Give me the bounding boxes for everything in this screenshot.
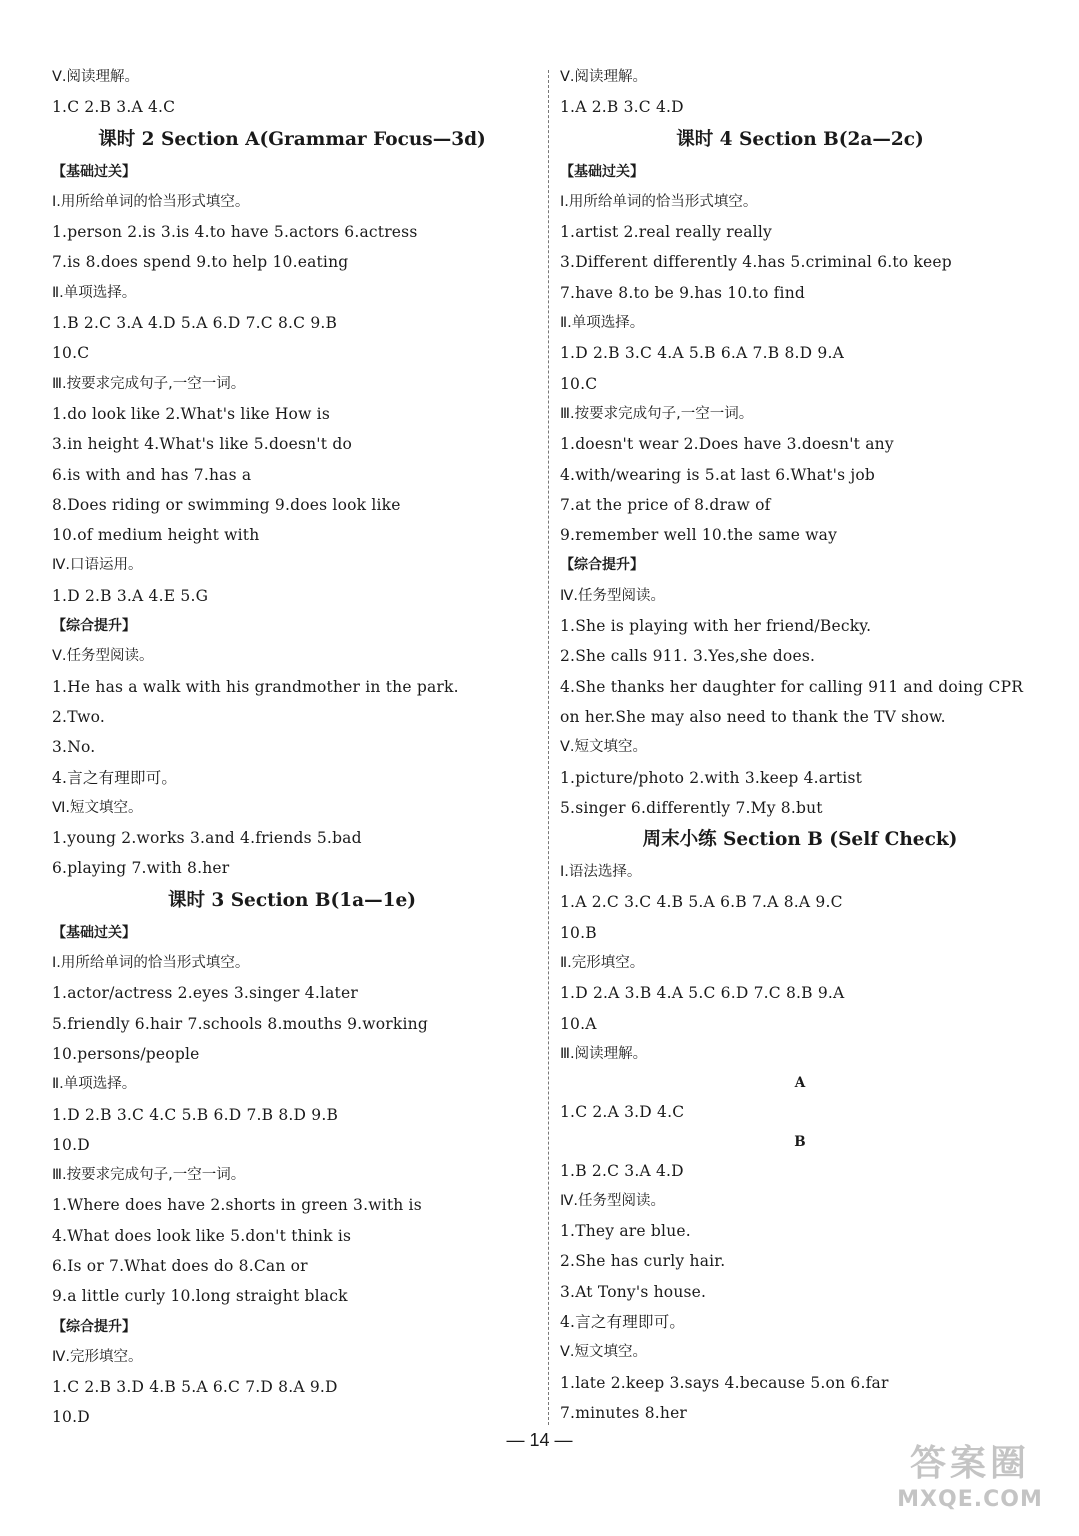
question-label: Ⅴ.短文填空。	[560, 739, 648, 756]
question-label: Ⅳ.完形填空。	[52, 1348, 143, 1365]
answer-line: 4.She thanks her daughter for calling 911 and doing CPR	[560, 677, 1024, 696]
question-label: Ⅰ.用所给单词的恰当形式填空。	[52, 193, 250, 210]
question-label: Ⅲ.按要求完成句子,一空一词。	[560, 405, 754, 422]
answer-line: 1.D 2.A 3.B 4.A 5.C 6.D 7.C 8.B 9.A	[560, 984, 845, 1003]
section-heading: 课时 2 Section A(Grammar Focus—3d)	[98, 128, 486, 150]
question-label: Ⅲ.按要求完成句子,一空一词。	[52, 375, 246, 392]
answer-line: 6.is with and has 7.has a	[52, 465, 252, 484]
answer-line: 1.B 2.C 3.A 4.D	[560, 1161, 684, 1180]
answer-line: 7.is 8.does spend 9.to help 10.eating	[52, 253, 349, 272]
answer-line: 2.She calls 911. 3.Yes,she does.	[560, 647, 816, 666]
question-label: Ⅱ.完形填空。	[560, 955, 645, 972]
answer-line: 10.C	[560, 374, 598, 393]
answer-line: 5.singer 6.differently 7.My 8.but	[560, 798, 823, 817]
answer-line: 4.with/wearing is 5.at last 6.What's job	[560, 465, 876, 484]
watermark-text: 答案圈	[909, 1443, 1030, 1484]
section-heading: 课时 3 Section B(1a—1e)	[167, 889, 417, 911]
answer-line: 10.persons/people	[52, 1044, 200, 1063]
section-tag: 【基础过关】	[560, 163, 644, 180]
answer-line: 4.言之有理即可。	[52, 768, 178, 787]
answer-line: 1.picture/photo 2.with 3.keep 4.artist	[560, 768, 863, 787]
section-tag: 【综合提升】	[52, 618, 136, 635]
section-tag: 【基础过关】	[52, 163, 136, 180]
answer-line: 1.young 2.works 3.and 4.friends 5.bad	[52, 829, 362, 848]
page-number: — 14 —	[506, 1430, 573, 1450]
passage-label: A	[794, 1075, 806, 1092]
answer-line: 10.A	[560, 1014, 597, 1033]
answer-line: 5.friendly 6.hair 7.schools 8.mouths 9.working	[52, 1014, 428, 1033]
question-label: Ⅴ.阅读理解。	[560, 69, 648, 85]
question-label: Ⅱ.单项选择。	[52, 1076, 137, 1093]
answer-line: 7.at the price of 8.draw of	[560, 495, 771, 514]
answer-line: 1.Where does have 2.shorts in green 3.with is	[52, 1196, 422, 1215]
question-label: Ⅴ.任务型阅读。	[52, 648, 154, 665]
answer-line: 2.Two.	[52, 707, 106, 726]
answer-line: 10.D	[52, 1135, 90, 1154]
question-label: Ⅱ.单项选择。	[560, 315, 645, 332]
answer-line: 4.What does look like 5.don't think is	[52, 1226, 352, 1245]
answer-line: on her.She may also need to thank the TV show.	[560, 707, 946, 726]
answer-line: 4.言之有理即可。	[560, 1312, 686, 1331]
section-heading: 课时 4 Section B(2a—2c)	[676, 128, 924, 150]
question-label: Ⅳ.口语运用。	[52, 557, 143, 574]
question-label: Ⅰ.用所给单词的恰当形式填空。	[560, 193, 758, 210]
answer-line: 2.She has curly hair.	[560, 1252, 726, 1271]
section-tag: 【综合提升】	[52, 1318, 136, 1335]
answer-line: 7.minutes 8.her	[560, 1403, 688, 1422]
question-label: Ⅵ.短文填空。	[52, 799, 143, 816]
watermark-url: MXQE.COM	[897, 1487, 1043, 1512]
answer-line: 1.actor/actress 2.eyes 3.singer 4.later	[52, 984, 358, 1003]
answer-line: 1.person 2.is 3.is 4.to have 5.actors 6.actress	[52, 223, 418, 242]
answer-line: 1.doesn't wear 2.Does have 3.doesn't any	[560, 435, 894, 454]
right-column	[560, 62, 1040, 1428]
answer-line: 1.C 2.B 3.D 4.B 5.A 6.C 7.D 8.A 9.D	[52, 1378, 338, 1397]
answer-line: 10.of medium height with	[52, 526, 260, 545]
answer-line: 3.At Tony's house.	[560, 1282, 707, 1301]
watermark-logo	[885, 1442, 1055, 1522]
question-label: Ⅴ.短文填空。	[560, 1344, 648, 1361]
passage-label: B	[794, 1133, 806, 1150]
section-heading: 周末小练 Section B (Self Check)	[642, 829, 958, 851]
answer-line: 8.Does riding or swimming 9.does look like	[52, 495, 401, 514]
answer-line: 3.in height 4.What's like 5.doesn't do	[52, 435, 352, 454]
answer-line: 3.No.	[52, 738, 96, 757]
question-label: Ⅲ.阅读理解。	[560, 1045, 648, 1062]
answer-line: 1.B 2.C 3.A 4.D 5.A 6.D 7.C 8.C 9.B	[52, 314, 338, 333]
question-label: Ⅰ.语法选择。	[560, 864, 642, 881]
answer-line: 10.D	[52, 1408, 90, 1427]
answer-line: 1.He has a walk with his grandmother in the park.	[52, 677, 459, 696]
column-divider	[548, 70, 549, 1425]
question-label: Ⅴ.阅读理解。	[52, 69, 140, 85]
question-label: Ⅰ.用所给单词的恰当形式填空。	[52, 955, 250, 972]
answer-line: 1.D 2.B 3.C 4.C 5.B 6.D 7.B 8.D 9.B	[52, 1105, 339, 1124]
answer-line: 1.late 2.keep 3.says 4.because 5.on 6.far	[560, 1373, 889, 1392]
question-label: Ⅲ.按要求完成句子,一空一词。	[52, 1167, 246, 1184]
question-label: Ⅳ.任务型阅读。	[560, 587, 665, 604]
answer-line: 1.A 2.B 3.C 4.D	[560, 98, 684, 117]
answer-line: 1.C 2.A 3.D 4.C	[560, 1103, 685, 1122]
section-tag: 【基础过关】	[52, 924, 136, 941]
answer-line: 9.a little curly 10.long straight black	[52, 1287, 348, 1306]
answer-line: 1.D 2.B 3.A 4.E 5.G	[52, 586, 209, 605]
answer-line: 6.Is or 7.What does do 8.Can or	[52, 1256, 308, 1275]
answer-line: 10.C	[52, 344, 90, 363]
answer-line: 1.D 2.B 3.C 4.A 5.B 6.A 7.B 8.D 9.A	[560, 344, 844, 363]
answer-line: 1.They are blue.	[560, 1222, 691, 1241]
answer-line: 1.do look like 2.What's like How is	[52, 404, 330, 423]
answer-line: 1.artist 2.real really really	[560, 223, 772, 242]
answer-line: 10.B	[560, 923, 597, 942]
answer-line: 1.She is playing with her friend/Becky.	[560, 617, 872, 636]
answer-line: 3.Different differently 4.has 5.criminal 6.to keep	[560, 253, 952, 272]
question-label: Ⅱ.单项选择。	[52, 284, 137, 301]
question-label: Ⅳ.任务型阅读。	[560, 1192, 665, 1209]
answer-line: 1.A 2.C 3.C 4.B 5.A 6.B 7.A 8.A 9.C	[560, 893, 843, 912]
left-column	[52, 62, 532, 1433]
answer-line: 9.remember well 10.the same way	[560, 526, 838, 545]
section-tag: 【综合提升】	[560, 557, 644, 574]
answer-line: 1.C 2.B 3.A 4.C	[52, 98, 176, 117]
answer-line: 6.playing 7.with 8.her	[52, 859, 230, 878]
answer-line: 7.have 8.to be 9.has 10.to find	[560, 283, 805, 302]
